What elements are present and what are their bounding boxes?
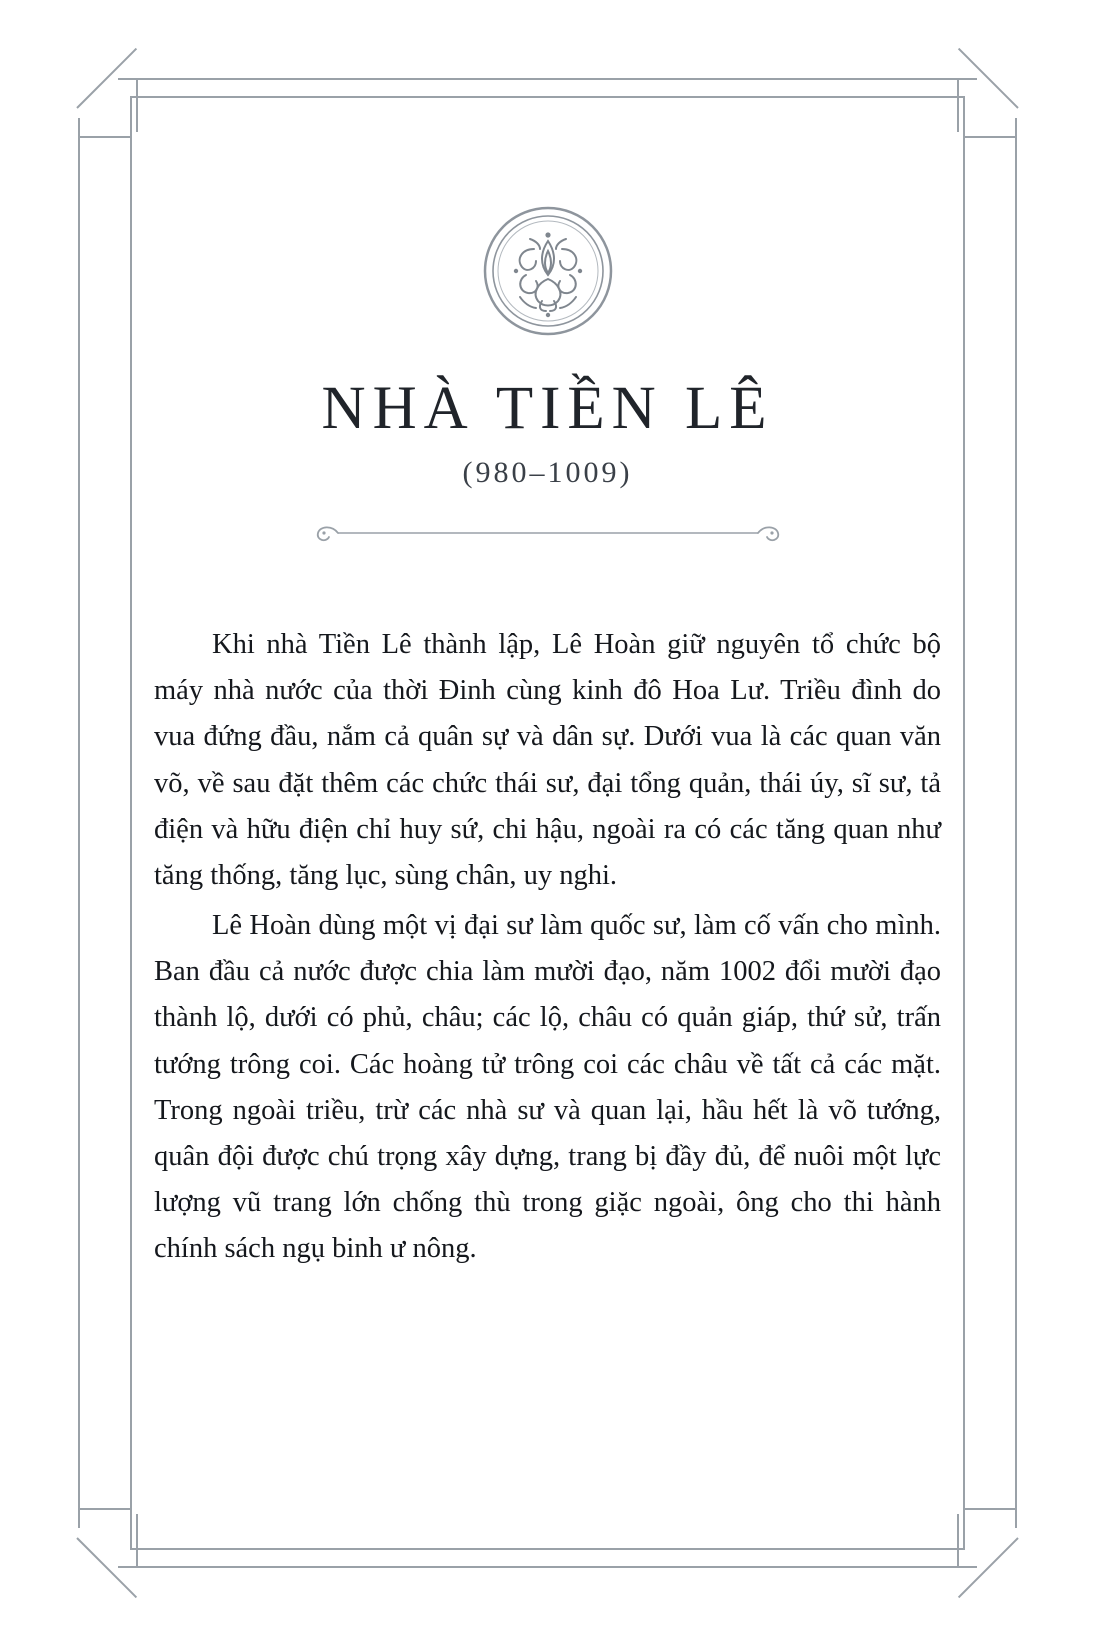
paragraph: Khi nhà Tiền Lê thành lập, Lê Hoàn giữ nguyên tổ chức bộ máy nhà nước của thời Đinh cùng kinh đô Hoa Lư. Triều đình do vua đứng đầu, nắm cả quân sự và dân sự. Dưới vua là các quan văn võ, về sau đặt thêm các chức thái sư, đại tổng quản, thái úy, sĩ sư, tả điện và hữu điện chỉ huy sứ, chi hậu, ngoài ra có các tăng quan như tăng thống, tăng lục, sùng chân, uy nghi.: [154, 629, 941, 891]
corner-notch-bottom-left: [60, 1528, 118, 1586]
ornamental-divider-icon: [298, 520, 798, 546]
page-title: NHÀ TIỀN LÊ: [321, 375, 774, 442]
corner-notch-top-right: [977, 60, 1035, 118]
corner-bar: [963, 136, 1017, 138]
body-text: [154, 622, 941, 1272]
corner-bar: [78, 1508, 132, 1510]
chapter-date-range: (980–1009): [462, 456, 633, 490]
corner-bar: [963, 1508, 1017, 1510]
corner-notch-bottom-right: [977, 1528, 1035, 1586]
paragraph: Lê Hoàn dùng một vị đại sư làm quốc sư, làm cố vấn cho mình. Ban đầu cả nước được chia làm mười đạo, năm 1002 đổi mười đạo thành lộ, dưới có phủ, châu; các lộ, châu có quản giáp, thứ sử, trấn tướng trông coi. Các hoàng tử trông coi các châu về tất cả các mặt. Trong ngoài triều, trừ các nhà sư và quan lại, hầu hết là võ tướng, quân đội được chú trọng xây dựng, trang bị đầy đủ, để nuôi một lực lượng vũ trang lớn chống thù trong giặc ngoài, ông cho thi hành chính sách ngụ binh ư nông.: [154, 910, 941, 1265]
lotus-medallion-icon: [482, 205, 614, 337]
page-content: [148, 120, 947, 1526]
corner-notch-top-left: [60, 60, 118, 118]
corner-bar: [78, 136, 132, 138]
